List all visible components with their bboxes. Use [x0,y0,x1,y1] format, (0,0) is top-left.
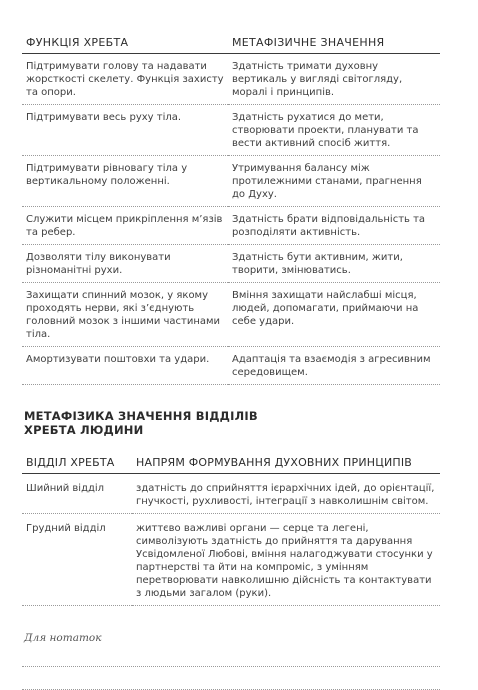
function-cell: Амортизувати поштовхи та удари. [22,347,228,385]
table-row [22,105,440,156]
note-line [22,667,440,690]
meaning-cell: Вміння захищати найслабші місця, людей, допомагати, приймаючи на себе удари. [228,283,440,347]
table-header-row [22,30,440,54]
function-cell: Підтримувати весь руху тіла. [22,105,228,156]
meaning-cell: Адаптація та взаємодія з агресивним середовищем. [228,347,440,385]
spine-sections-table [22,449,440,606]
direction-cell: життєво важливі органи — серце та легені, символізують здатність до прийняття та дарування Усвідомленої Любові, вміння налагоджувати стосунки у партнерстві та йти на компроміс, з умінням перетворювати навколишню дійсність та контактувати з людьми загалом (руки). [132,514,440,606]
spine-functions-table [22,30,440,385]
section-cell: Грудний відділ [22,514,132,606]
table-row [22,207,440,245]
function-cell: Захищати спинний мозок, у якому проходять нерви, які з’єднують головний мозок з іншими частинами тіла. [22,283,228,347]
meaning-cell: Здатність тримати духовну вертикаль у вигляді світогляду, моралі і принципів. [228,54,440,105]
meaning-cell: Здатність бути активним, жити, творити, змінюватись. [228,245,440,283]
table-header-row [22,449,440,474]
table-row [22,347,440,385]
table-row [22,54,440,105]
table-row [22,245,440,283]
table-row [22,156,440,207]
function-cell: Підтримувати рівновагу тіла у вертикальному положенні. [22,156,228,207]
column-header-direction: НАПРЯМ ФОРМУВАННЯ ДУХОВНИХ ПРИНЦИПІВ [132,449,440,474]
notes-label: Для нотаток [24,632,102,644]
section-cell: Шийний відділ [22,474,132,514]
meaning-cell: Утримування балансу між протилежними станами, прагнення до Духу. [228,156,440,207]
table-row [22,514,440,606]
page [22,30,440,690]
table-row [22,474,440,514]
column-header-meaning: МЕТАФІЗИЧНЕ ЗНАЧЕННЯ [228,30,440,54]
direction-cell: здатність до сприйняття ієрархічних ідей, до орієнтації, гнучкості, рухливості, інтеграції з навколишнім світом. [132,474,440,514]
table-row [22,283,440,347]
section-heading: МЕТАФІЗИКА ЗНАЧЕННЯ ВІДДІЛІВ ХРЕБТА ЛЮДИНИ [24,409,258,437]
note-line [22,644,440,667]
column-header-function: ФУНКЦІЯ ХРЕБТА [22,30,228,54]
meaning-cell: Здатність брати відповідальність та розподіляти активність. [228,207,440,245]
function-cell: Підтримувати голову та надавати жорсткості скелету. Функція захисту та опори. [22,54,228,105]
column-header-section: ВІДДІЛ ХРЕБТА [22,449,132,474]
function-cell: Дозволяти тілу виконувати різноманітні рухи. [22,245,228,283]
meaning-cell: Здатність рухатися до мети, створювати проекти, планувати та вести активний спосіб життя. [228,105,440,156]
function-cell: Служити місцем прикріплення м’язів та ребер. [22,207,228,245]
